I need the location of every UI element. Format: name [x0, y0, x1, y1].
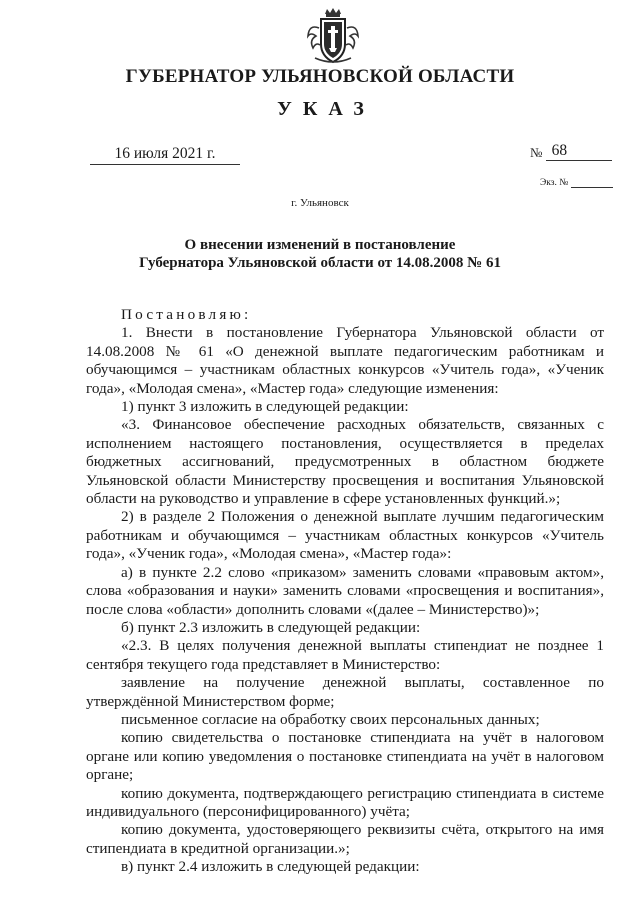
copy-number-field [540, 178, 613, 188]
coat-of-arms-icon [305, 6, 361, 66]
body-paragraph: Постановляю: [121, 306, 252, 323]
body-paragraph: в) пункт 2.4 изложить в следующей редакции: [121, 858, 420, 876]
body-paragraph: 1) пункт 3 изложить в следующей редакции: [121, 398, 409, 416]
decree-number-field [530, 142, 612, 161]
city: г. Ульяновск [291, 197, 349, 209]
body-paragraph: копию документа, удостоверяющего реквизиты счёта, открытого на имя стипендиата в кредитной организации.»; [86, 821, 604, 857]
document-type: УКАЗ [277, 98, 375, 120]
subject-line-2: Губернатора Ульяновской области от 14.08.2008 № 61 [139, 255, 501, 271]
body-paragraph: копию документа, подтверждающего регистрацию стипендиата в системе индивидуального (персонифицированного) учёта; [86, 784, 604, 820]
subject-line-1: О внесении изменений в постановление [184, 237, 456, 253]
body-paragraph: 2) в разделе 2 Положения о денежной выплате лучшим педагогическим работникам и обучающимся – участникам областных конкурсов «Учитель года», «Ученик года», «Молодая смена», «Мастер года»: [86, 508, 604, 563]
decree-body [86, 306, 604, 877]
governor-title: ГУБЕРНАТОР УЛЬЯНОВСКОЙ ОБЛАСТИ [125, 66, 515, 87]
body-paragraph: заявление на получение денежной выплаты, составленное по утверждённой Министерством форме; [86, 674, 604, 710]
body-paragraph: б) пункт 2.3 изложить в следующей редакции: [121, 618, 421, 636]
number-sign: № [530, 145, 543, 160]
body-paragraph: «3. Финансовое обеспечение расходных обязательств, связанных с исполнением настоящего постановления, осуществляется в пределах бюджетных ассигнований, предусмотренных в областном бюджете Ульяновской области Министерству просвещения и воспитания Ульяновской области на руководство и управление в сфере установленных функций.»; [86, 416, 604, 508]
body-paragraph: 1. Внести в постановление Губернатора Ульяновской области от 14.08.2008 № 61 «О денежной выплате педагогическим работникам и обучающимся – участникам областных конкурсов «Учитель года», «Ученик года», «Молодая смена», «Мастер года» следующие изменения: [86, 324, 604, 397]
decree-date: 16 июля 2021 г. [90, 145, 240, 165]
decree-subject [0, 236, 640, 272]
body-paragraph: письменное согласие на обработку своих персональных данных; [121, 710, 540, 728]
body-paragraph: а) в пункте 2.2 слово «приказом» заменить словами «правовым актом», слова «образования и науки» заменить словами «просвещения и воспитания», после слова «области» дополнить словами «(далее – Министерство)»; [86, 563, 604, 618]
body-paragraph: «2.3. В целях получения денежной выплаты стипендиат не позднее 1 сентября текущего года представляет в Министерство: [86, 637, 604, 673]
body-paragraph: копию свидетельства о постановке стипендиата на учёт в налоговом органе или копию уведомления о постановке стипендиата на учёт в налоговом органе; [86, 729, 604, 784]
copy-number-label: Экз. № [540, 178, 569, 188]
copy-number-blank [571, 178, 613, 188]
decree-number: 68 [546, 142, 612, 161]
